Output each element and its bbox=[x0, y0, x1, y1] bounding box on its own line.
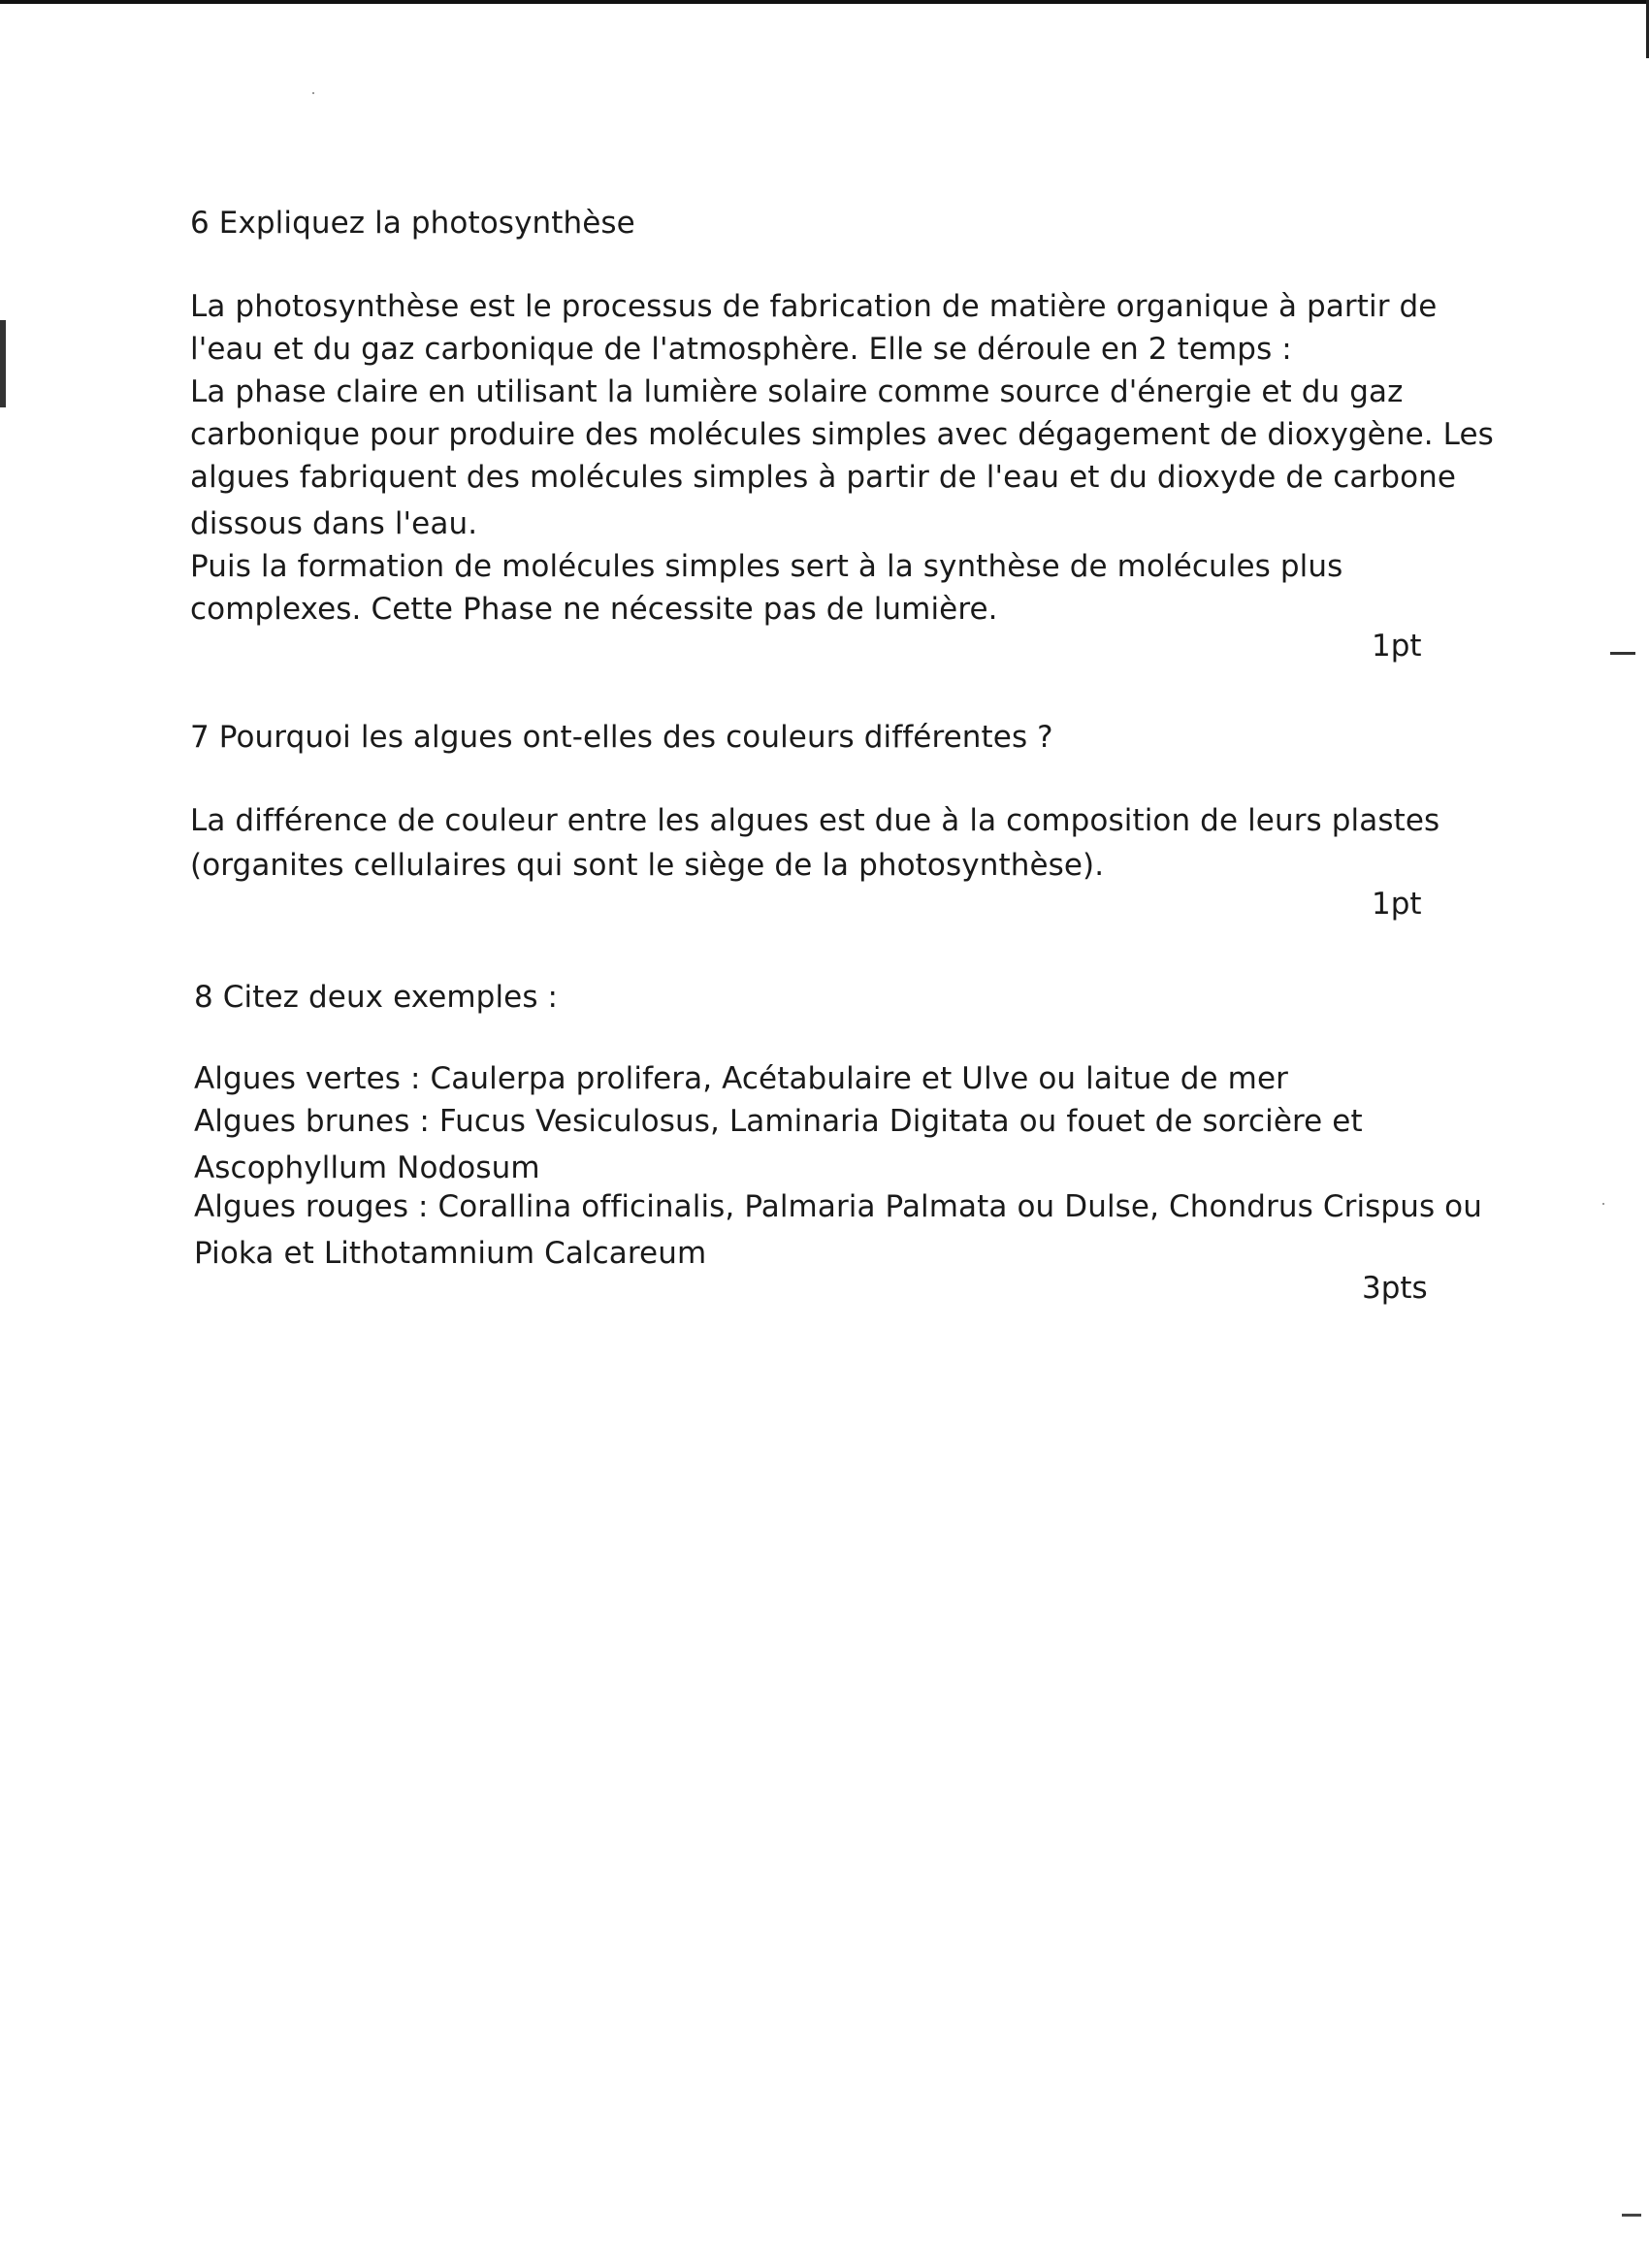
answer-8-line: Algues brunes : Fucus Vesiculosus, Laminaria Digitata ou fouet de sorcière et bbox=[194, 1104, 1363, 1139]
points-6: 1pt bbox=[1372, 629, 1422, 664]
scan-edge-left bbox=[0, 320, 6, 407]
points-7: 1pt bbox=[1372, 887, 1422, 922]
scan-speck bbox=[312, 92, 314, 94]
scan-edge-top bbox=[0, 0, 1649, 4]
answer-6-line: carbonique pour produire des molécules simples avec dégagement de dioxygène. Les bbox=[190, 417, 1494, 452]
answer-6-line: La photosynthèse est le processus de fabrication de matière organique à partir de bbox=[190, 289, 1438, 324]
answer-8-line: Pioka et Lithotamnium Calcareum bbox=[194, 1236, 707, 1271]
scan-speck bbox=[1602, 1203, 1604, 1205]
answer-8-line: Algues rouges : Corallina officinalis, Palmaria Palmata ou Dulse, Chondrus Crispus ou bbox=[194, 1189, 1482, 1224]
answer-6-line: Puis la formation de molécules simples sert à la synthèse de molécules plus bbox=[190, 549, 1343, 584]
scan-mark bbox=[1610, 652, 1635, 655]
answer-7-line: (organites cellulaires qui sont le siège de la photosynthèse). bbox=[190, 848, 1105, 883]
answer-6-line: complexes. Cette Phase ne nécessite pas de lumière. bbox=[190, 592, 998, 627]
question-8-title: 8 Citez deux exemples : bbox=[194, 980, 559, 1015]
question-7-title: 7 Pourquoi les algues ont-elles des couleurs différentes ? bbox=[190, 720, 1053, 755]
answer-6-line: l'eau et du gaz carbonique de l'atmosphère. Elle se déroule en 2 temps : bbox=[190, 332, 1292, 367]
answer-7-line: La différence de couleur entre les algues est due à la composition de leurs plastes bbox=[190, 803, 1440, 838]
answer-6-line: algues fabriquent des molécules simples à partir de l'eau et du dioxyde de carbone bbox=[190, 460, 1457, 495]
answer-6-line: dissous dans l'eau. bbox=[190, 506, 478, 541]
answer-6-line: La phase claire en utilisant la lumière solaire comme source d'énergie et du gaz bbox=[190, 374, 1404, 409]
scan-mark bbox=[1622, 2214, 1641, 2217]
question-6-title: 6 Expliquez la photosynthèse bbox=[190, 206, 635, 241]
points-8: 3pts bbox=[1362, 1271, 1428, 1306]
answer-8-line: Ascophyllum Nodosum bbox=[194, 1150, 540, 1185]
answer-8-line: Algues vertes : Caulerpa prolifera, Acétabulaire et Ulve ou laitue de mer bbox=[194, 1061, 1288, 1096]
